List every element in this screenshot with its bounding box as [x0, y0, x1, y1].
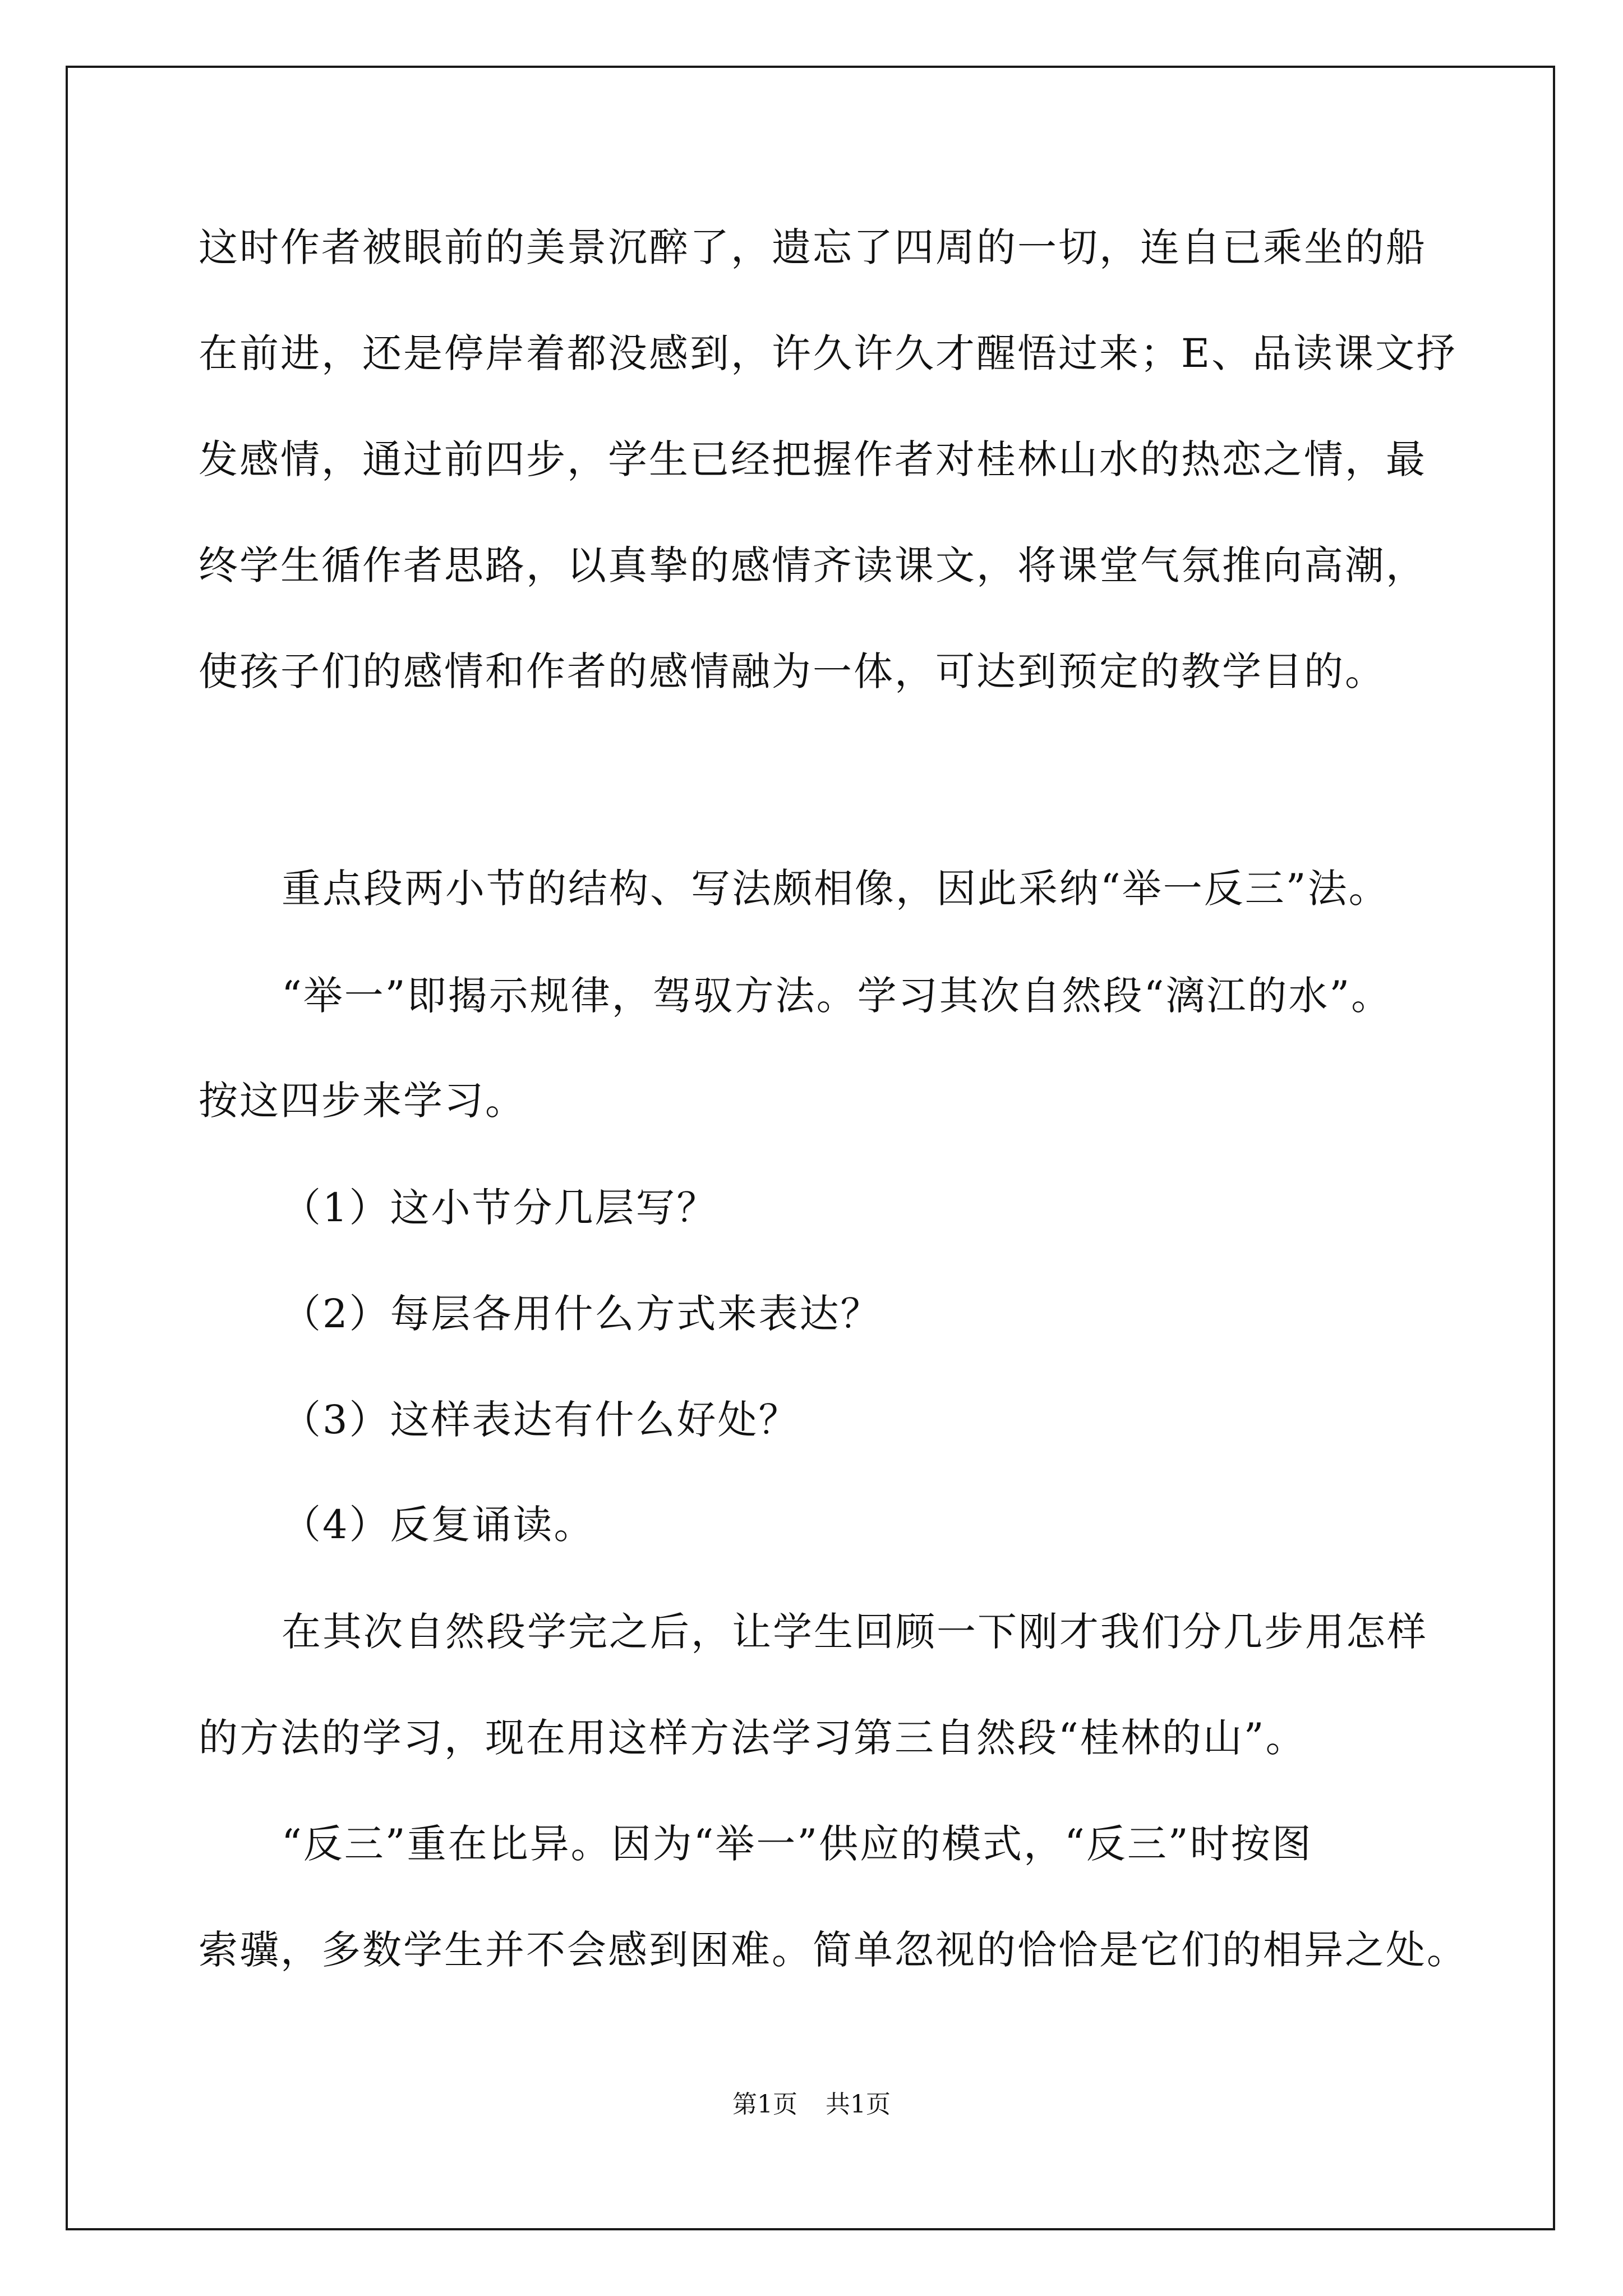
paragraph-line: 终学生循作者思路，以真挚的感情齐读课文，将课堂气氛推向高潮，: [199, 542, 1427, 588]
paragraph-line: 重点段两小节的结构、写法颇相像，因此采纳“举一反三”法。: [282, 866, 1390, 912]
paragraph-line: 发感情，通过前四步，学生已经把握作者对桂林山水的热恋之情，最: [199, 436, 1427, 482]
paragraph-line: 索骥，多数学生并不会感到困难。简单忽视的恰恰是它们的相异之处。: [199, 1927, 1468, 1973]
list-item: （1）这小节分几层写？: [282, 1185, 718, 1231]
paragraph-line: 使孩子们的感情和作者的感情融为一体，可达到预定的教学目的。: [199, 648, 1386, 694]
paragraph-line: 在其次自然段学完之后，让学生回顾一下刚才我们分几步用怎样: [282, 1609, 1428, 1655]
list-item: （4）反复诵读。: [282, 1502, 595, 1548]
page-total: 共1页: [826, 2090, 891, 2119]
paragraph-line: 这时作者被眼前的美景沉醉了，遗忘了四周的一切，连自已乘坐的船: [199, 224, 1427, 270]
paragraph-line: “反三”重在比异。因为“举一”供应的模式，“反三”时按图: [282, 1821, 1313, 1867]
list-item: （2）每层各用什么方式来表达？: [282, 1291, 882, 1337]
page-number: 第1页: [732, 2090, 797, 2119]
paragraph-line: 按这四步来学习。: [199, 1078, 526, 1124]
list-item: （3）这样表达有什么好处？: [282, 1397, 800, 1443]
paragraph-line: 的方法的学习，现在用这样方法学习第三自然段“桂林的山”。: [199, 1715, 1307, 1761]
paragraph-line: 在前进，还是停岸着都没感到，许久许久才醒悟过来；E、品读课文抒: [199, 330, 1458, 376]
page-footer: [0, 2089, 1623, 2120]
page-border: [66, 66, 1555, 2230]
paragraph-line: “举一”即揭示规律，驾驭方法。学习其次自然段“漓江的水”。: [282, 973, 1393, 1019]
